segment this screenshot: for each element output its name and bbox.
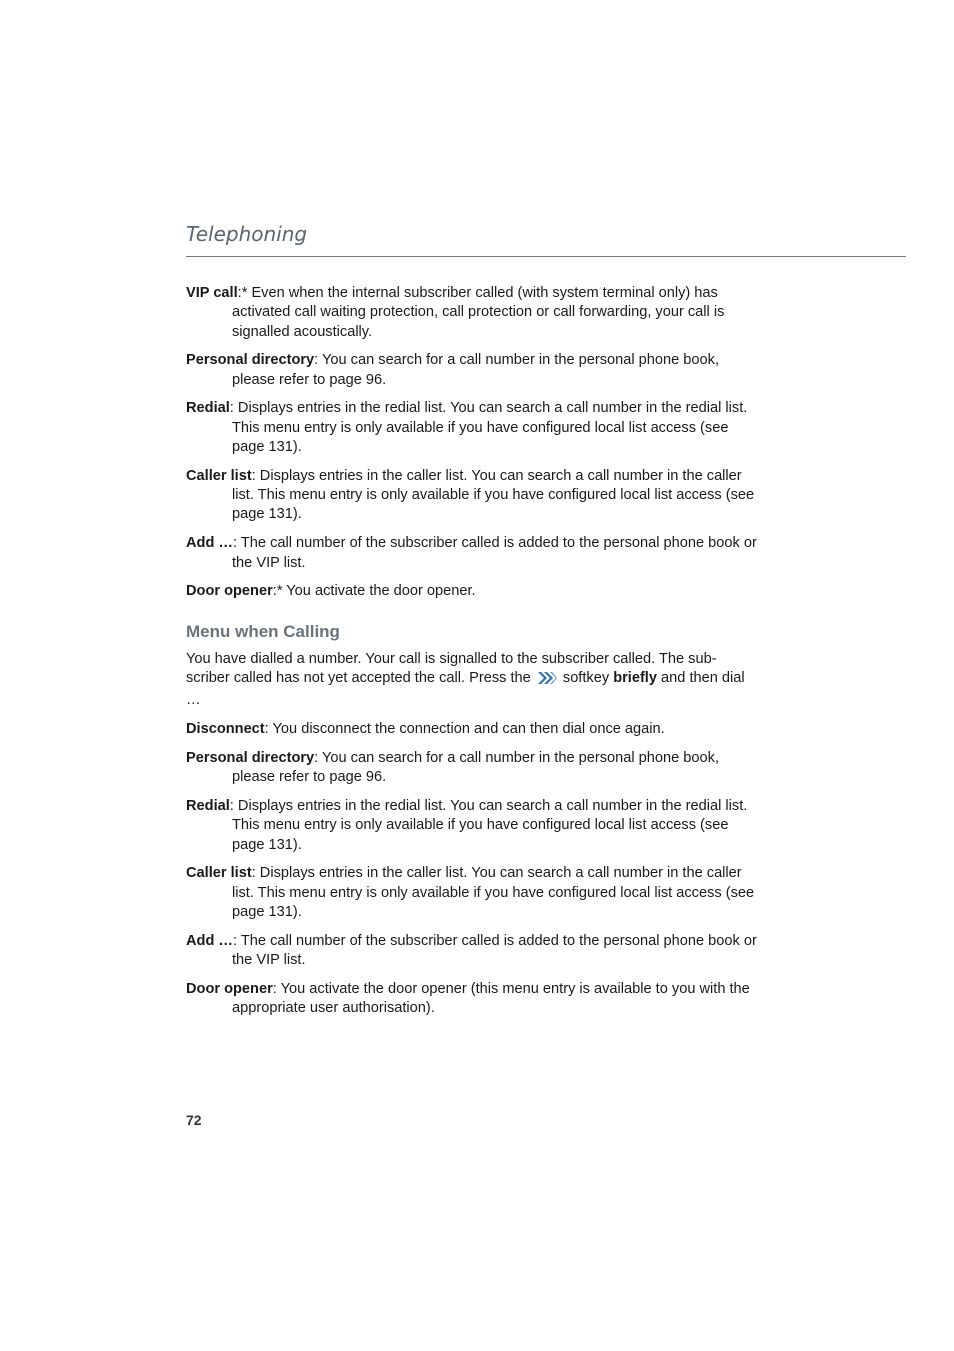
- menu-entry-add: [186, 932, 758, 971]
- menu-entry-caller-list: [186, 864, 758, 922]
- intro-after: and then dial …: [186, 669, 745, 709]
- entry-text: : You can search for a call number in the personal phone book, please refer to page 96.: [232, 352, 719, 388]
- section-heading: Menu when Calling: [186, 621, 340, 641]
- entry-term: Door opener: [186, 583, 273, 600]
- intro-text: You have dialled a number. Your call is signalled to the subscriber called. The sub-scriber called has not yet accepted the call. Press the: [186, 650, 717, 686]
- entry-term: Disconnect: [186, 721, 265, 738]
- menu-entry-personal-directory: [186, 749, 758, 788]
- entry-term: Redial: [186, 797, 230, 814]
- entry-term: VIP call: [186, 285, 238, 301]
- menu-entry-disconnect: [186, 720, 758, 739]
- entry-text: : Displays entries in the redial list. You can search a call number in the redial list. This menu entry is only available if you have configured local list access (see page 131).: [229, 797, 748, 853]
- menu-entry-personal-directory: [186, 351, 758, 390]
- entry-term: Personal directory: [186, 749, 315, 766]
- menu-entry-caller-list: [186, 467, 758, 525]
- entry-text: : Displays entries in the caller list. You can search a call number in the caller list. This menu entry is only available if you have configured local list access (see page 131).: [232, 467, 755, 523]
- entry-text: : You activate the door opener (this menu entry is available to you with the appropriate user authorisation).: [232, 980, 750, 1017]
- menu-entry-vip-call: [186, 284, 758, 342]
- intro-paragraph: [186, 650, 758, 711]
- intro-softkey-word: softkey: [562, 669, 610, 686]
- entry-term: Door opener: [186, 980, 273, 997]
- entry-term: Add …: [186, 535, 234, 552]
- page-content: [186, 284, 758, 1028]
- page-number: 72: [186, 1112, 202, 1128]
- header-divider: [186, 256, 906, 257]
- entry-text: : The call number of the subscriber called is added to the personal phone book or the VIP list.: [232, 932, 757, 969]
- menu-entry-redial: [186, 797, 758, 855]
- menu-entry-redial: [186, 399, 758, 457]
- entry-text: : Displays entries in the caller list. You can search a call number in the caller list. This menu entry is only available if you have configured local list access (see page 131).: [232, 865, 755, 920]
- entry-text: :* Even when the internal subscriber called (with system terminal only) has activated call waiting protection, call protection or call forwarding, your call is signalled acoustically.: [232, 285, 725, 340]
- menu-entry-add: [186, 534, 758, 573]
- entry-text: : You can search for a call number in the personal phone book, please refer to page 96.: [232, 749, 719, 786]
- entry-term: Personal directory: [186, 352, 315, 369]
- entry-text: : Displays entries in the redial list. You can search a call number in the redial list. This menu entry is only available if you have configured local list access (see page 131).: [229, 400, 748, 456]
- intro-bold-word: briefly: [613, 669, 657, 686]
- entry-term: Caller list: [186, 467, 252, 484]
- menu-entry-door-opener: [186, 980, 758, 1019]
- entry-text: : The call number of the subscriber called is added to the personal phone book or the VIP list.: [232, 535, 757, 571]
- entry-text: : You disconnect the connection and can then dial once again.: [264, 721, 665, 738]
- forward-arrows-icon: [537, 671, 557, 691]
- entry-term: Add …: [186, 932, 234, 949]
- running-header: Telephoning: [186, 222, 308, 246]
- entry-term: Caller list: [186, 865, 252, 882]
- menu-entry-door-opener: [186, 582, 758, 601]
- entry-text: :* You activate the door opener.: [272, 583, 476, 600]
- entry-term: Redial: [186, 400, 230, 417]
